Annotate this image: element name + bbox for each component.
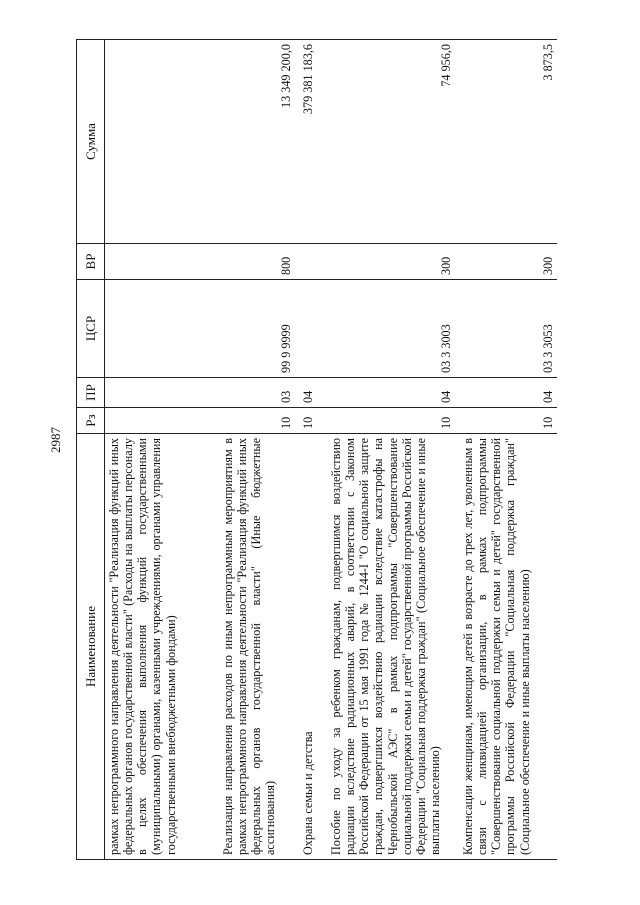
header-sum: Сумма [77,40,105,244]
row-rz: 10 [215,408,295,434]
row-rz: 10 [455,408,557,434]
table-row [105,40,216,860]
row-vr: 300 [455,244,557,280]
row-pr: 04 [455,378,557,408]
header-pr: ПР [77,378,105,408]
header-vr: ВР [77,244,105,280]
row-name: Компенсации женщинам, имеющим детей в возрасте до трех лет, уволенным в связи с ликвидацией организации, в рамках подпрограммы "Совершенствование социальной поддержки семьи и детей" государственной программы Российской Федерации "Социальная поддержка граждан" (Социальное обеспечение и иные выплаты населению) [455,434,557,860]
row-name: Реализация направления расходов по иным непрограммным мероприятиям в рамках непрограммного направления деятельности "Реализация функций иных федеральных органов государственной власти" (Иные бюджетные ассигнования) [215,434,295,860]
row-rz: 10 [295,408,323,434]
table-row [295,40,323,860]
row-pr: 04 [295,378,323,408]
row-sum: 3 873,5 [455,40,557,244]
row-vr: 300 [323,244,455,280]
row-name: Охрана семьи и детства [295,434,323,860]
row-vr [295,244,323,280]
table-container [76,40,612,860]
page-number: 2987 [48,427,63,453]
header-name: Наименование [77,434,105,860]
row-sum: 74 956,0 [323,40,455,244]
table-row [215,40,295,860]
row-name: рамках непрограммного направления деятельности "Реализация функций иных федеральных органов государственной власти" (Расходы на выплаты персоналу в целях обеспечения выполнения функций государственными (муниципальными) органами, казенными учреждениями, органами управления государственными внебюджетными фондами) [105,434,216,860]
table-header-row [77,40,105,860]
row-rz: 10 [323,408,455,434]
row-vr [105,244,216,280]
table-row [455,40,557,860]
table-row [323,40,455,860]
row-rz [105,408,216,434]
row-csr: 03 3 3003 [323,280,455,378]
header-rz: Рз [77,408,105,434]
row-csr [295,280,323,378]
budget-table [76,39,557,860]
row-sum [105,40,216,244]
row-vr: 800 [215,244,295,280]
row-csr [105,280,216,378]
row-csr: 99 9 9999 [215,280,295,378]
row-pr: 04 [323,378,455,408]
row-pr [105,378,216,408]
row-name: Пособие по уходу за ребенком гражданам, подвергшимся воздействию радиации вследствие радиационных аварий, в соответствии с Законом Российской Федерации от 15 мая 1991 года № 1244-I "О социальной защите граждан, подвергшихся воздействию радиации вследствие катастрофы на Чернобыльской АЭС" в рамках подпрограммы "Совершенствование социальной поддержки семьи и детей" государственной программы Российской Федерации "Социальная поддержка граждан" (Социальное обеспечение и иные выплаты населению) [323,434,455,860]
row-csr: 03 3 3053 [455,280,557,378]
row-sum: 379 381 183,6 [295,40,323,244]
row-sum: 13 349 200,0 [215,40,295,244]
header-csr: ЦСР [77,280,105,378]
row-pr: 03 [215,378,295,408]
